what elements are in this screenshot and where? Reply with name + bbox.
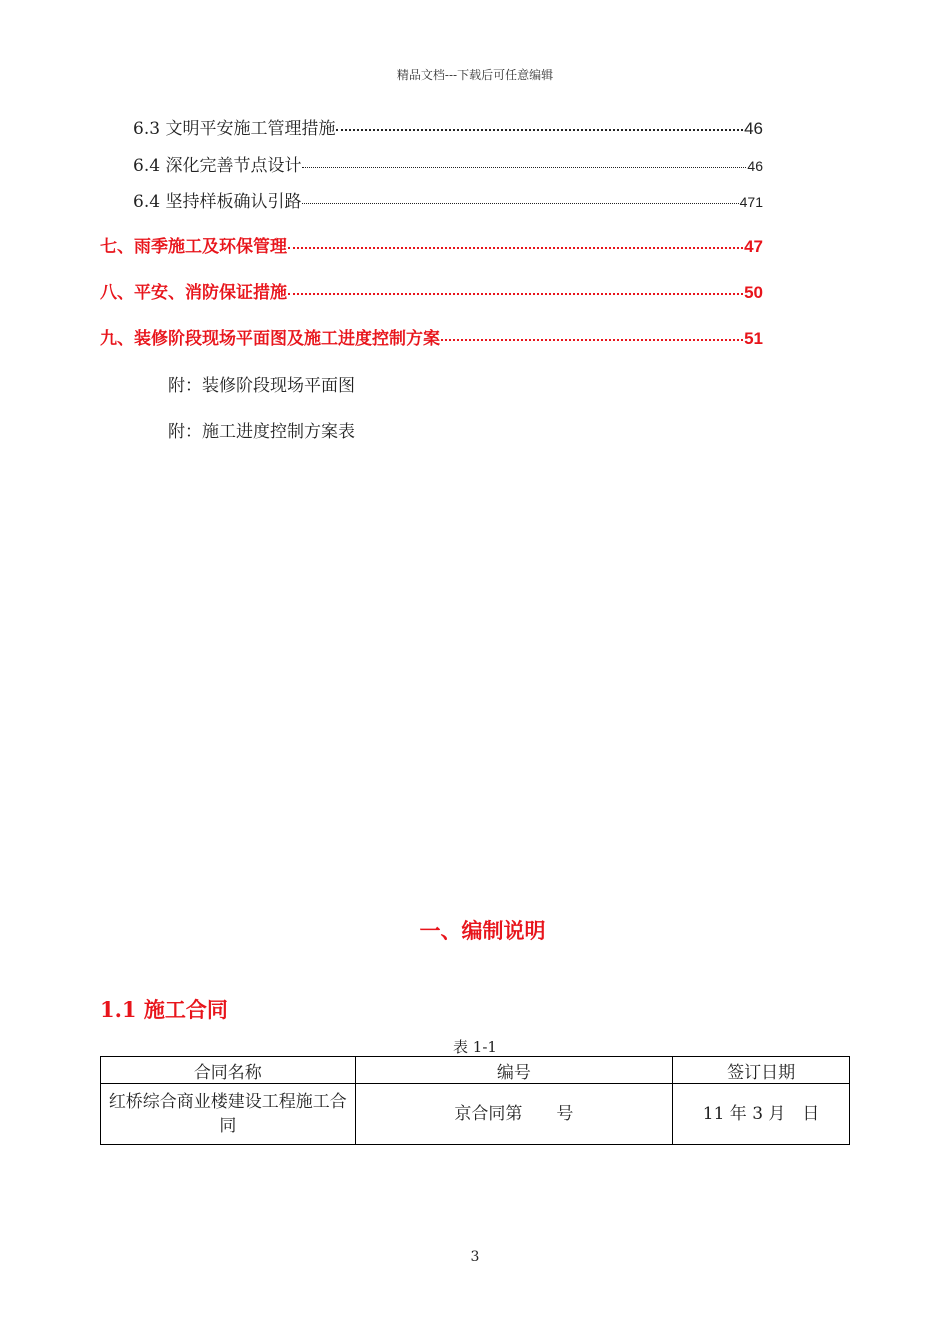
toc-leader-dots [288, 293, 743, 295]
toc-item-page: 46 [747, 158, 763, 174]
toc-item[interactable] [133, 187, 763, 212]
table-header-cell: 签订日期 [673, 1057, 850, 1084]
toc-chapter-item[interactable] [100, 278, 763, 303]
table-cell-contract-name: 红桥综合商业楼建设工程施工合同 [101, 1084, 356, 1145]
section-title: 1.1 施工合同 [100, 997, 228, 1022]
toc-leader-dots [302, 167, 746, 168]
toc-chapter-title: 八、平安、消防保证措施 [100, 283, 287, 303]
toc-item[interactable] [133, 114, 763, 139]
table-header-cell: 编号 [355, 1057, 673, 1084]
toc-item-title: 6.4 深化完善节点设计 [133, 156, 302, 176]
toc-item-title: 6.4 坚持样板确认引路 [133, 192, 302, 212]
table-caption: 表 1-1 [453, 1038, 497, 1056]
toc-item-page: 46 [744, 119, 763, 138]
toc-chapter-item[interactable] [100, 324, 763, 349]
table-header-cell: 合同名称 [101, 1057, 356, 1084]
page-number: 3 [470, 1249, 480, 1265]
toc-leader-dots [302, 203, 738, 204]
toc-chapter-title: 九、装修阶段现场平面图及施工进度控制方案 [100, 329, 440, 349]
table-row [101, 1084, 850, 1145]
toc-item-title: 6.3 文明平安施工管理措施 [133, 119, 336, 139]
toc-chapter-page: 50 [744, 283, 763, 302]
toc-chapter-title: 七、雨季施工及环保管理 [100, 237, 287, 257]
toc-chapter-page: 47 [744, 237, 763, 256]
toc-appendix: 附：施工进度控制方案表 [168, 422, 355, 442]
toc-leader-dots [441, 339, 743, 341]
chapter-title: 一、编制说明 [419, 918, 546, 943]
toc-item-page: 471 [739, 194, 763, 210]
table-cell-sign-date: 11 年 3 月 日 [673, 1084, 850, 1145]
toc-leader-dots [336, 129, 743, 131]
toc-item[interactable] [133, 151, 763, 176]
toc-appendix: 附：装修阶段现场平面图 [168, 376, 355, 396]
toc-chapter-item[interactable] [100, 232, 763, 257]
toc-leader-dots [288, 247, 743, 249]
table-cell-contract-number: 京合同第 号 [355, 1084, 673, 1145]
contract-table [100, 1056, 850, 1145]
header-note: 精品文档---下载后可任意编辑 [396, 68, 554, 82]
table-header-row [101, 1057, 850, 1084]
toc-chapter-page: 51 [744, 329, 763, 348]
